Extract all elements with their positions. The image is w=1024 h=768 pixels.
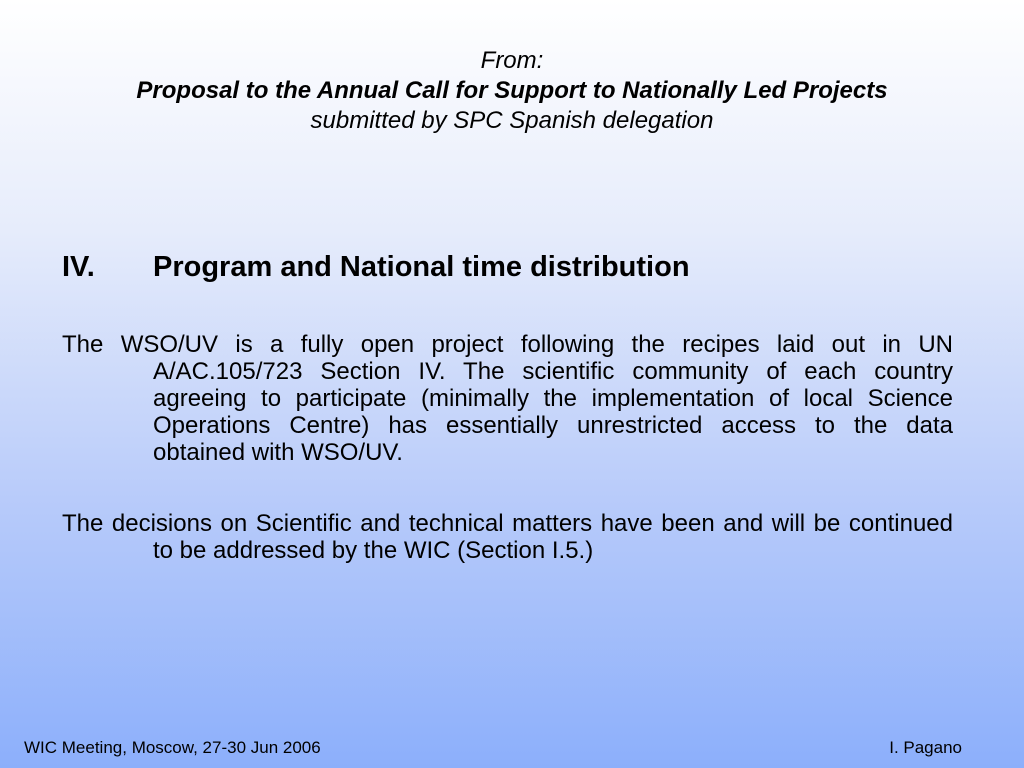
- paragraph-decisions: The decisions on Scientific and technical matters have been and will be continued to be addressed by the WIC (Section I.5.): [62, 510, 953, 564]
- header-title: Proposal to the Annual Call for Support to Nationally Led Projects: [136, 77, 888, 104]
- section-title: Program and National time distribution: [153, 251, 690, 283]
- section-number: IV.: [62, 251, 95, 283]
- footer-meeting: WIC Meeting, Moscow, 27-30 Jun 2006: [24, 738, 321, 757]
- section-heading: [62, 250, 690, 284]
- slide-header: [0, 46, 1024, 136]
- header-subtitle: submitted by SPC Spanish delegation: [310, 107, 714, 134]
- paragraph-open-project: The WSO/UV is a fully open project following the recipes laid out in UN A/AC.105/723 Section IV. The scientific community of each country agreeing to participate (minimally the implementation of local Science Operations Centre) has essentially unrestricted access to the data obtained with WSO/UV.: [62, 331, 953, 466]
- footer-author: I. Pagano: [889, 738, 962, 757]
- header-from: From:: [480, 47, 544, 74]
